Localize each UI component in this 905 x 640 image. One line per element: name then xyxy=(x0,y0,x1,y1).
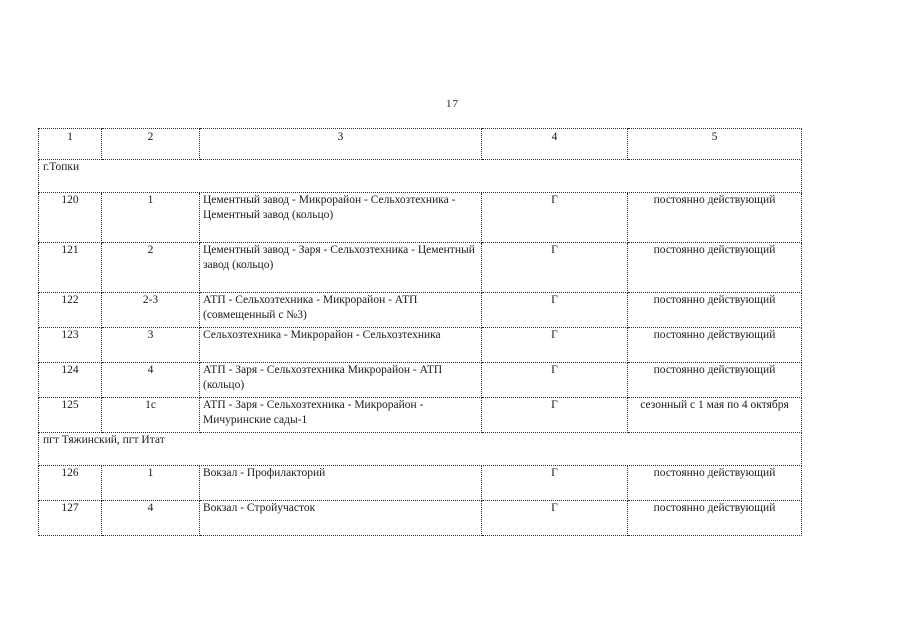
section-title: пгт Тяжинский, пгт Итат xyxy=(39,433,802,466)
section-header-row xyxy=(39,160,802,193)
route-name: Цементный завод - Микрорайон - Сельхозтехника - Цементный завод (кольцо) xyxy=(200,193,482,243)
table-row xyxy=(39,398,802,433)
route-number: 2 xyxy=(102,243,200,293)
route-type: Г xyxy=(482,328,628,363)
column-header-5: 5 xyxy=(628,129,802,160)
route-number: 3 xyxy=(102,328,200,363)
row-number: 125 xyxy=(39,398,102,433)
column-header-3: 3 xyxy=(200,129,482,160)
column-header-1: 1 xyxy=(39,129,102,160)
route-mode: постоянно действующий xyxy=(628,193,802,243)
table-row xyxy=(39,363,802,398)
page-number: 17 xyxy=(446,98,459,110)
row-number: 126 xyxy=(39,466,102,501)
table-row xyxy=(39,243,802,293)
route-mode: постоянно действующий xyxy=(628,293,802,328)
row-number: 122 xyxy=(39,293,102,328)
table-row xyxy=(39,193,802,243)
row-number: 121 xyxy=(39,243,102,293)
route-number: 4 xyxy=(102,501,200,536)
row-number: 124 xyxy=(39,363,102,398)
table-row xyxy=(39,501,802,536)
table-row xyxy=(39,293,802,328)
table-row xyxy=(39,466,802,501)
route-name: Вокзал - Профилакторий xyxy=(200,466,482,501)
route-type: Г xyxy=(482,466,628,501)
route-type: Г xyxy=(482,243,628,293)
route-number: 1 xyxy=(102,193,200,243)
section-title: г.Топки xyxy=(39,160,802,193)
route-mode: постоянно действующий xyxy=(628,363,802,398)
route-number: 1 xyxy=(102,466,200,501)
route-name: Вокзал - Стройучасток xyxy=(200,501,482,536)
column-header-2: 2 xyxy=(102,129,200,160)
route-number: 1с xyxy=(102,398,200,433)
route-mode: постоянно действующий xyxy=(628,243,802,293)
route-type: Г xyxy=(482,501,628,536)
row-number: 120 xyxy=(39,193,102,243)
column-header-4: 4 xyxy=(482,129,628,160)
route-type: Г xyxy=(482,193,628,243)
row-number: 127 xyxy=(39,501,102,536)
table-row xyxy=(39,328,802,363)
route-name: АТП - Заря - Сельхозтехника Микрорайон - АТП (кольцо) xyxy=(200,363,482,398)
route-mode: постоянно действующий xyxy=(628,466,802,501)
route-type: Г xyxy=(482,398,628,433)
section-header-row xyxy=(39,433,802,466)
route-name: АТП - Сельхозтехника - Микрорайон - АТП (совмещенный с №3) xyxy=(200,293,482,328)
routes-table xyxy=(38,128,802,536)
route-mode: постоянно действующий xyxy=(628,328,802,363)
route-mode: постоянно действующий xyxy=(628,501,802,536)
route-name: Цементный завод - Заря - Сельхозтехника - Цементный завод (кольцо) xyxy=(200,243,482,293)
route-name: Сельхозтехника - Микрорайон - Сельхозтехника xyxy=(200,328,482,363)
header-row xyxy=(39,129,802,160)
route-type: Г xyxy=(482,293,628,328)
route-number: 2-3 xyxy=(102,293,200,328)
route-type: Г xyxy=(482,363,628,398)
route-name: АТП - Заря - Сельхозтехника - Микрорайон - Мичуринские сады-1 xyxy=(200,398,482,433)
route-number: 4 xyxy=(102,363,200,398)
row-number: 123 xyxy=(39,328,102,363)
route-mode: сезонный с 1 мая по 4 октября xyxy=(628,398,802,433)
